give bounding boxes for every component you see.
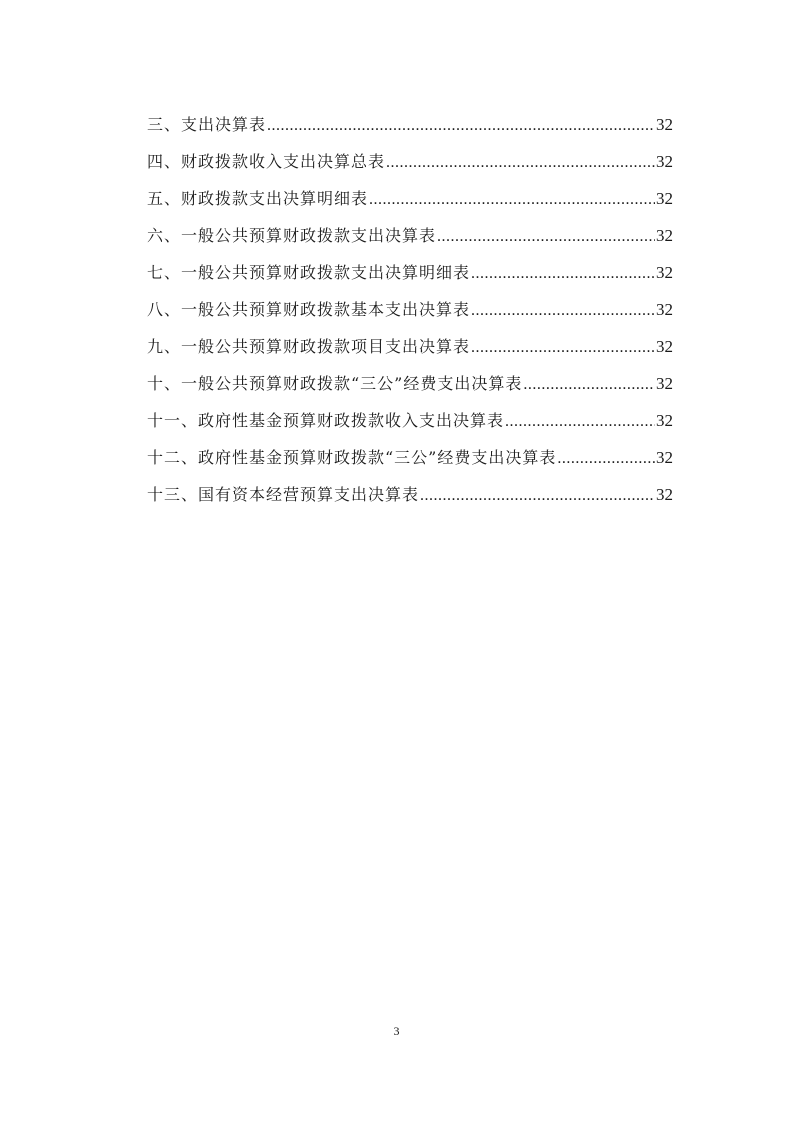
toc-entry-page: 32 — [656, 226, 673, 245]
toc-entry-title: 七、一般公共预算财政拨款支出决算明细表 — [147, 263, 471, 282]
toc-entry-page: 32 — [656, 152, 673, 171]
toc-entry-title: 十三、国有资本经营预算支出决算表 — [147, 485, 420, 504]
toc-entry-page: 32 — [656, 448, 673, 467]
toc-entry-title: 十、一般公共预算财政拨款“三公”经费支出决算表 — [147, 374, 523, 393]
table-of-contents — [147, 106, 673, 513]
toc-dot-leader — [369, 181, 655, 218]
toc-dot-leader — [386, 144, 655, 181]
toc-entry[interactable] — [147, 143, 673, 180]
toc-entry[interactable] — [147, 291, 673, 328]
toc-entry-title: 四、财政拨款收入支出决算总表 — [147, 152, 386, 171]
toc-entry-title: 三、支出决算表 — [147, 115, 267, 134]
toc-entry-title: 八、一般公共预算财政拨款基本支出决算表 — [147, 300, 471, 319]
toc-dot-leader — [505, 403, 655, 440]
toc-entry[interactable] — [147, 439, 673, 476]
toc-entry[interactable] — [147, 402, 673, 439]
toc-entry[interactable] — [147, 180, 673, 217]
toc-dot-leader — [437, 218, 655, 255]
toc-entry-page: 32 — [656, 115, 673, 134]
toc-entry[interactable] — [147, 254, 673, 291]
toc-dot-leader — [420, 477, 655, 514]
toc-dot-leader — [471, 292, 655, 329]
toc-entry-page: 32 — [656, 189, 673, 208]
page-number: 3 — [393, 1024, 400, 1038]
toc-dot-leader — [523, 366, 655, 403]
toc-entry-page: 32 — [656, 374, 673, 393]
toc-entry-page: 32 — [656, 485, 673, 504]
toc-dot-leader — [557, 440, 655, 477]
toc-entry-page: 32 — [656, 337, 673, 356]
toc-entry-title: 六、一般公共预算财政拨款支出决算表 — [147, 226, 437, 245]
toc-entry[interactable] — [147, 106, 673, 143]
toc-entry[interactable] — [147, 365, 673, 402]
toc-entry-title: 十二、政府性基金预算财政拨款“三公”经费支出决算表 — [147, 448, 557, 467]
toc-entry-page: 32 — [656, 411, 673, 430]
toc-entry-page: 32 — [656, 263, 673, 282]
toc-entry[interactable] — [147, 328, 673, 365]
toc-entry-title: 十一、政府性基金预算财政拨款收入支出决算表 — [147, 411, 505, 430]
toc-entry[interactable] — [147, 217, 673, 254]
toc-dot-leader — [471, 329, 655, 366]
toc-entry[interactable] — [147, 476, 673, 513]
toc-dot-leader — [471, 255, 655, 292]
toc-entry-title: 九、一般公共预算财政拨款项目支出决算表 — [147, 337, 471, 356]
toc-dot-leader — [267, 107, 655, 144]
toc-entry-page: 32 — [656, 300, 673, 319]
toc-entry-title: 五、财政拨款支出决算明细表 — [147, 189, 369, 208]
